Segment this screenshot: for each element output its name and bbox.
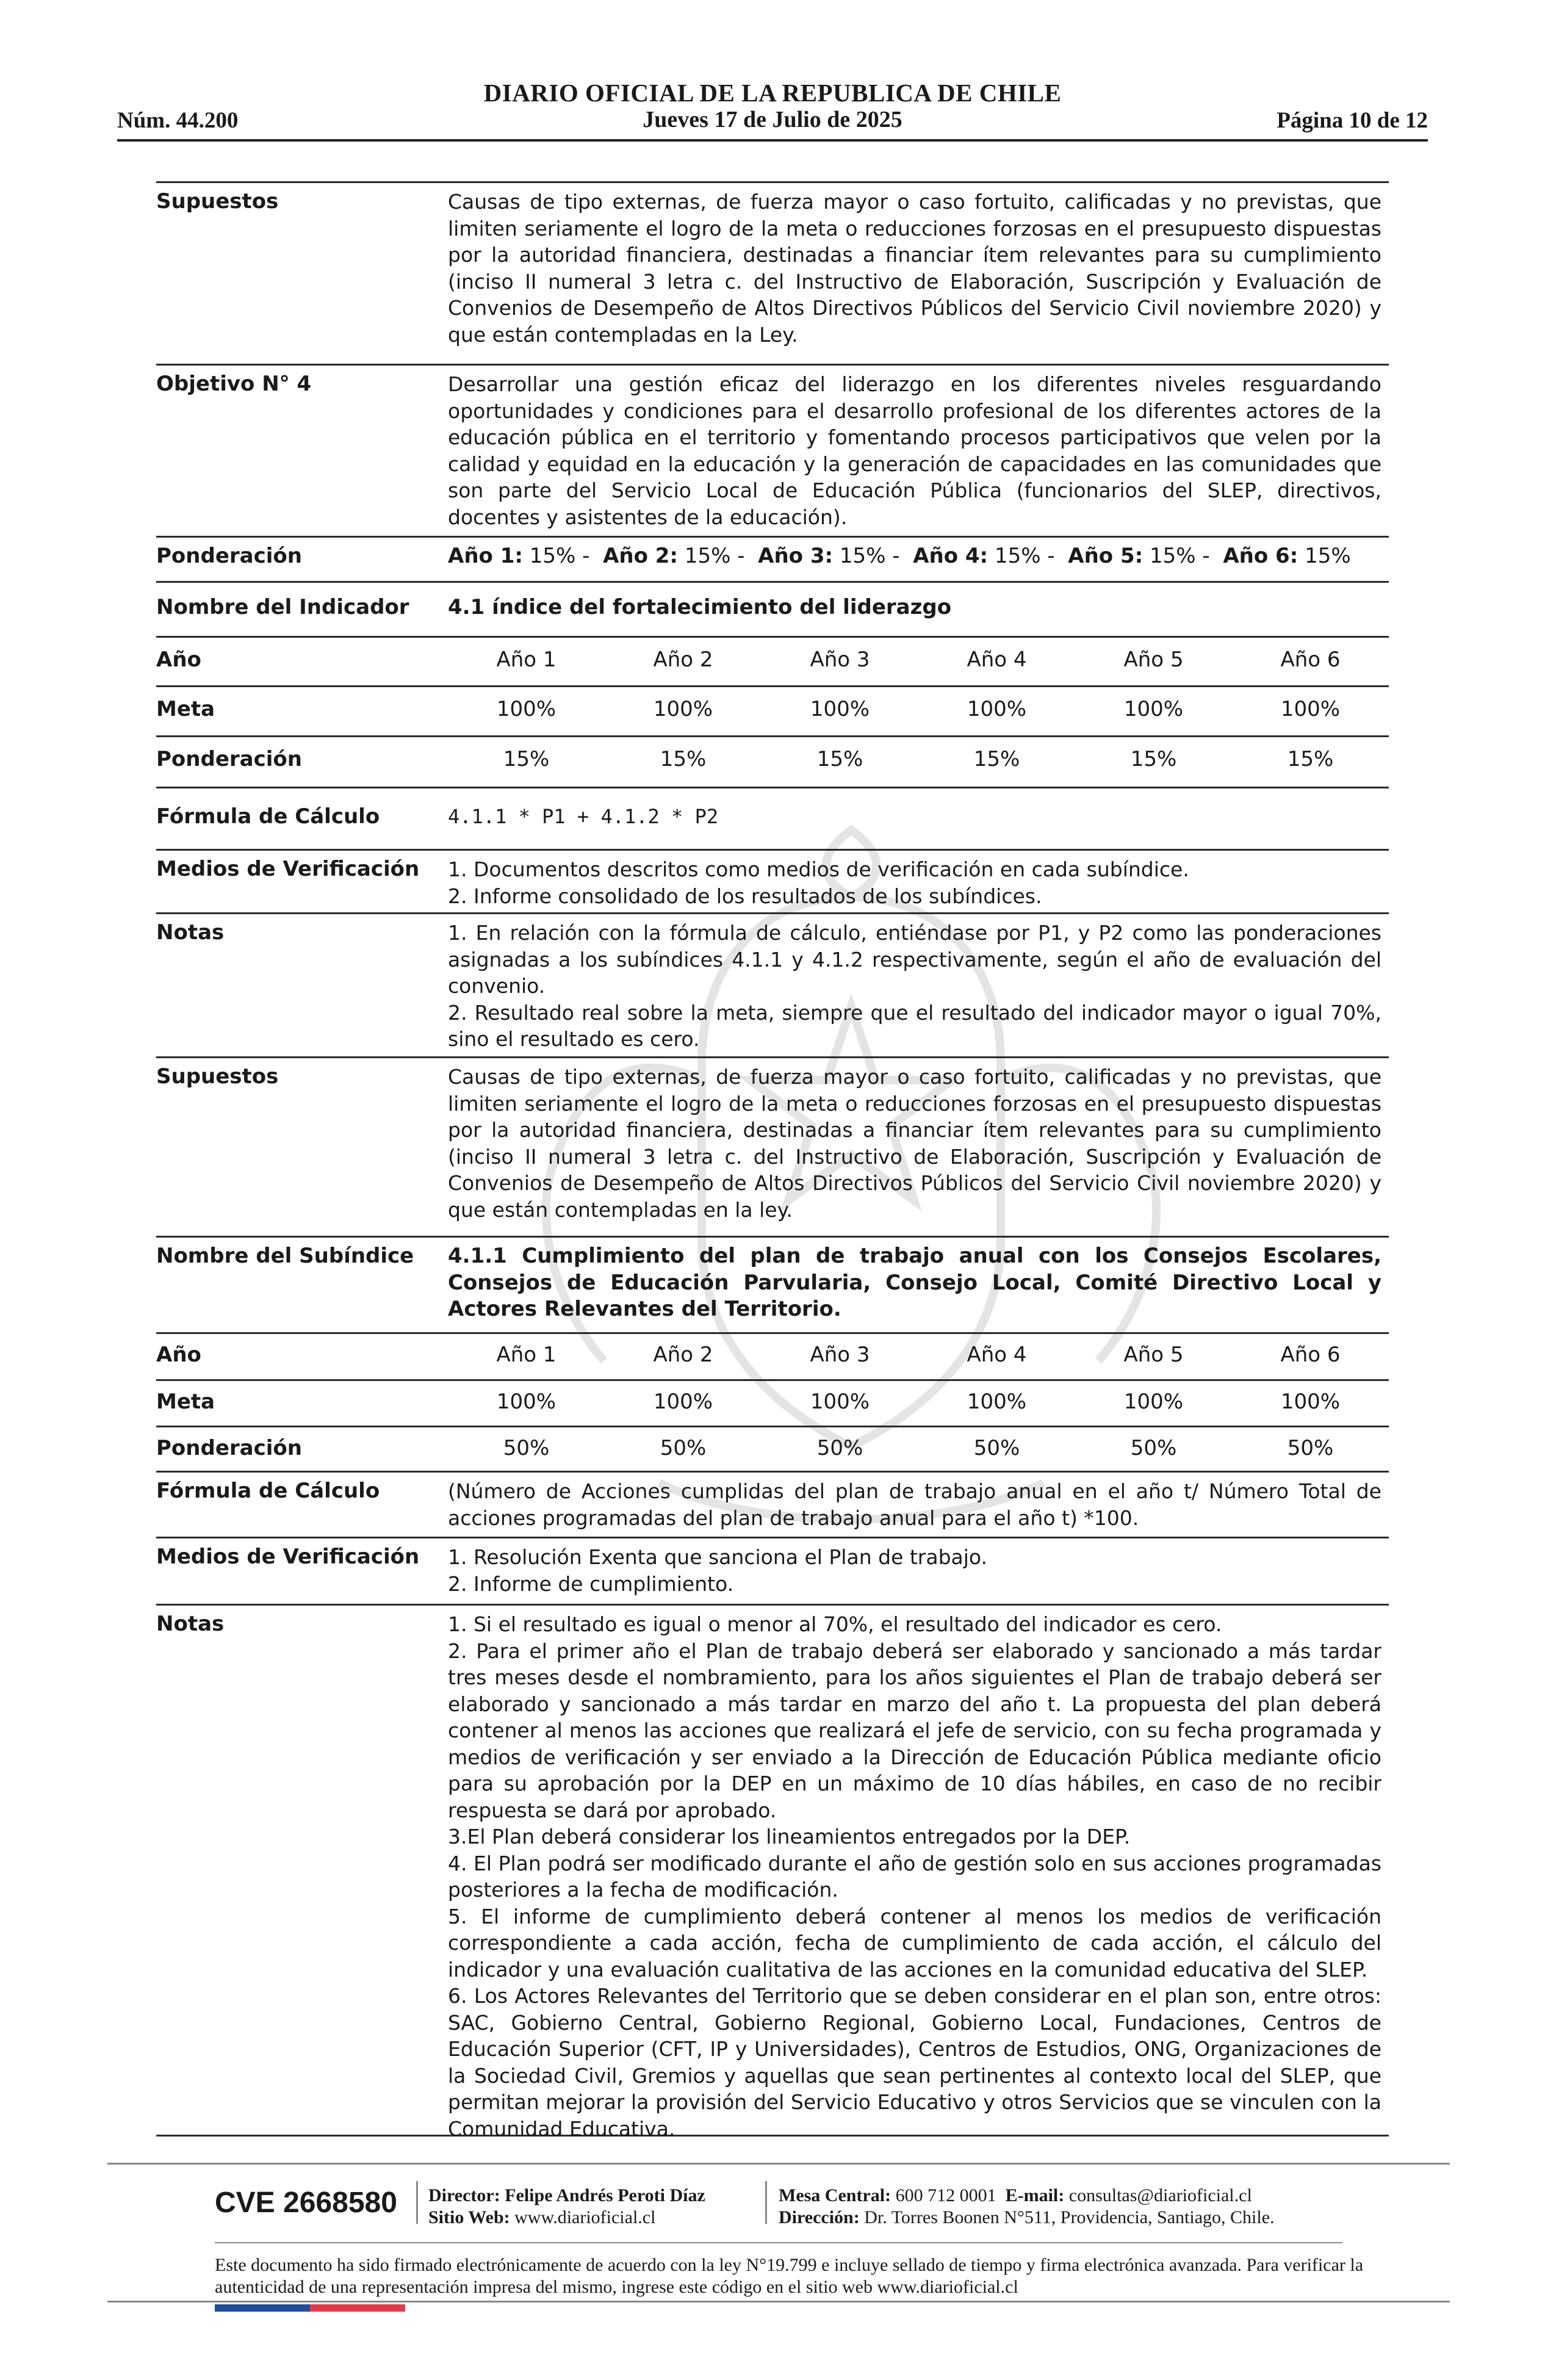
pond-sep: - — [730, 544, 752, 568]
pond-cell: 15% — [816, 747, 863, 771]
indicador-formula: 4.1.1 * P1 + 4.1.2 * P2 — [448, 805, 719, 828]
pond-cell: 15% — [1130, 747, 1177, 771]
year-cell: Año 4 — [967, 647, 1027, 672]
indicador-meta-row — [156, 687, 1389, 737]
pond-value: 15% — [839, 544, 886, 568]
year-cell: Año 3 — [810, 647, 870, 672]
subindice-meta-row — [156, 1381, 1389, 1427]
pond-cell: 15% — [660, 747, 707, 771]
row-label: Notas — [156, 1612, 225, 1636]
pond-sep: - — [885, 544, 907, 568]
indicador-medios — [448, 851, 1389, 912]
year-cell: Año 1 — [496, 647, 556, 672]
pond-cells — [448, 1430, 1389, 1471]
indicador-name-row — [156, 583, 1389, 638]
pond-value: 15% — [1150, 544, 1196, 568]
objetivo-text: Desarrollar una gestión eficaz del liderazgo en los diferentes niveles resguardando oportunidades y condiciones para el desarrollo profesional de los diferentes actores de la educación pública en el territorio y fomentando procesos participativos que velen por la calidad y equidad en la educación y la generación de capacidades en las comunidades que son parte del Servicio Local de Educación Pública (funcionarios del SLEP, directivos, docentes y asistentes de la educación). — [448, 372, 1381, 529]
row-label: Ponderación — [156, 544, 302, 568]
email-label: E-mail: — [1005, 2185, 1065, 2205]
row-label: Meta — [156, 1390, 215, 1414]
year-cells — [448, 641, 1389, 685]
row-label: Supuestos — [156, 1064, 279, 1089]
pond-cell: 50% — [973, 1436, 1020, 1460]
director-name: Felipe Andrés Peroti Díaz — [505, 2185, 705, 2205]
flag-blue — [215, 2304, 310, 2312]
meta-cell: 100% — [653, 1390, 713, 1414]
document-body — [156, 181, 1389, 2141]
indicador-medios-row — [156, 851, 1389, 914]
pond-value: 15% — [1305, 544, 1351, 568]
subindice-pond-row — [156, 1427, 1389, 1473]
subindice-medios — [448, 1538, 1389, 1604]
ponderacion-values — [448, 538, 1389, 581]
row-label: Medios de Verificación — [156, 857, 420, 881]
supuestos-text: Causas de tipo externas, de fuerza mayor o caso fortuito, calificadas y no previstas, que limiten seriamente el logro de la meta o reducciones forzosas en el presupuesto dispuestas por la autoridad financiera, destinadas a financiar ítem relevantes para su cumplimiento (inciso II numeral 3 letra c. del Instructivo de Elaboración, Suscripción y Evaluación de Convenios de Desempeño de Altos Directivos Públicos del Servicio Civil noviembre 2020) y que están contempladas en la Ley. — [448, 190, 1381, 347]
indicador-pond-row — [156, 737, 1389, 788]
row-label: Nombre del Indicador — [156, 595, 409, 619]
meta-cell: 100% — [967, 697, 1027, 721]
subindice-name: 4.1.1 Cumplimiento del plan de trabajo anual con los Consejos Escolares, Consejos de Educación Parvularia, Consejo Local, Comité Directivo Local y Actores Relevantes del Territorio. — [448, 1244, 1381, 1321]
subindice-medios-row — [156, 1538, 1389, 1606]
direccion-text: Dr. Torres Boonen N°511, Providencia, Santiago, Chile. — [864, 2207, 1275, 2227]
flag-red — [310, 2304, 405, 2312]
medios-line: 2. Informe consolidado de los resultados de los subíndices. — [448, 884, 1042, 908]
issue-number: Núm. 44.200 — [117, 108, 239, 133]
row-label: Fórmula de Cálculo — [156, 804, 380, 829]
nota-line: 1. En relación con la fórmula de cálculo, entiéndase por P1, y P2 como las ponderaciones asignadas a los subíndices 4.1.1 y 4.1.2 respectivamente, según el año de evaluación del convenio. — [448, 921, 1381, 998]
indicador-notas — [448, 914, 1389, 1056]
pond-cell: 15% — [973, 747, 1020, 771]
meta-cell: 100% — [810, 697, 870, 721]
page-number: Página 10 de 12 — [1277, 108, 1428, 133]
pond-year: Año 2: — [603, 544, 679, 568]
pond-cell: 15% — [503, 747, 550, 771]
year-cell: Año 6 — [1280, 1343, 1341, 1367]
nota-line: 2. Para el primer año el Plan de trabajo deberá ser elaborado y sancionado a más tardar tres meses desde el nombramiento, para los años siguientes el Plan de trabajo deberá ser elaborado y sancionado a más tardar en marzo del año t. La propuesta del plan deberá contener al menos las acciones que realizará el jefe de servicio, con su fecha programada y medios de verificación y ser enviado a la Dirección de Educación Pública mediante oficio para su aprobación por la DEP en un máximo de 10 días hábiles, en caso de no recibir respuesta se dará por aprobado. — [448, 1639, 1381, 1822]
footer-director-col — [428, 2185, 705, 2229]
footer-bottom-rule — [107, 2301, 1450, 2302]
pond-cell: 50% — [816, 1436, 863, 1460]
pond-value: 15% — [529, 544, 576, 568]
flag-stripe — [215, 2304, 405, 2312]
pond-cell: 50% — [1287, 1436, 1334, 1460]
nota-line: 1. Si el resultado es igual o menor al 70%, el resultado del indicador es cero. — [448, 1612, 1222, 1636]
subindice-notas — [448, 1606, 1389, 2141]
footer-mid-rule — [215, 2242, 1342, 2243]
year-cells — [448, 1336, 1389, 1379]
row-label: Fórmula de Cálculo — [156, 1479, 380, 1503]
header-rule — [117, 139, 1428, 142]
meta-cells — [448, 691, 1389, 735]
pond-sep: - — [1040, 544, 1062, 568]
year-cell: Año 4 — [967, 1343, 1027, 1367]
newspaper-title: DIARIO OFICIAL DE LA REPUBLICA DE CHILE — [483, 79, 1062, 107]
legal-notice: Este documento ha sido firmado electrónicamente de acuerdo con la ley N°19.799 e incluye sellado de tiempo y firma electrónica avanzada. Para verificar la autenticidad de una representación impresa del mismo, ingrese este código en el sitio web www.diarioficial.cl — [215, 2255, 1364, 2297]
footer-separator — [416, 2181, 418, 2224]
objetivo-row — [156, 366, 1389, 538]
mesa-phone: 600 712 0001 — [895, 2185, 996, 2205]
pond-year: Año 6: — [1223, 544, 1298, 568]
row-label: Medios de Verificación — [156, 1545, 420, 1569]
page-footer — [107, 2163, 1450, 2321]
issue-date: Jueves 17 de Julio de 2025 — [643, 107, 902, 132]
email-link[interactable]: consultas@diarioficial.cl — [1068, 2185, 1252, 2205]
meta-cell: 100% — [496, 1390, 556, 1414]
subindice-name-row — [156, 1238, 1389, 1334]
subindice-formula-row — [156, 1473, 1389, 1538]
nota-line: 4. El Plan podrá ser modificado durante el año de gestión solo en sus acciones programadas posteriores a la fecha de modificación. — [448, 1851, 1381, 1902]
nota-line: 2. Resultado real sobre la meta, siempre que el resultado del indicador mayor o igual 70%, sino el resultado es cero. — [448, 1000, 1381, 1051]
web-label: Sitio Web: — [428, 2207, 510, 2227]
direccion-label: Dirección: — [779, 2207, 860, 2227]
pond-year: Año 4: — [913, 544, 989, 568]
pond-year: Año 3: — [758, 544, 834, 568]
meta-cell: 100% — [1123, 697, 1184, 721]
year-cell: Año 2 — [653, 1343, 713, 1367]
meta-cell: 100% — [1280, 697, 1341, 721]
footer-top-rule — [107, 2163, 1450, 2165]
indicador-supuestos-row — [156, 1058, 1389, 1238]
year-cell: Año 5 — [1123, 1343, 1184, 1367]
year-cell: Año 2 — [653, 647, 713, 672]
year-cell: Año 5 — [1123, 647, 1184, 672]
row-label: Objetivo N° 4 — [156, 372, 312, 396]
indicador-notas-row — [156, 914, 1389, 1058]
cve-code: CVE 2668580 — [215, 2187, 397, 2219]
row-label: Año — [156, 1343, 201, 1367]
nota-line: 6. Los Actores Relevantes del Territorio que se deben considerar en el plan son, entre otros: SAC, Gobierno Central, Gobierno Regional, Gobierno Local, Fundaciones, Centros de Educación Superior (CFT, IP y Universidades), Centros de Estudios, ONG, Organizaciones de la Sociedad Civil, Gremios y aquellas que sean pertinentes al contexto local del SLEP, que permitan mejorar la provisión del Servicio Educativo y otros Servicios que se vinculen con la Comunidad Educativa. — [448, 1984, 1381, 2141]
indicador-supuestos: Causas de tipo externas, de fuerza mayor o caso fortuito, calificadas y no previstas, que limiten seriamente el logro de la meta o reducciones forzosas en el presupuesto dispuestas por la autoridad financiera, destinadas a financiar ítem relevantes para su cumplimiento (inciso II numeral 3 letra c. del Instructivo de Elaboración, Suscripción y Evaluación de Convenios de Desempeño de Altos Directivos Públicos del Servicio Civil noviembre 2020) y que están contempladas en la ley. — [448, 1065, 1381, 1222]
indicador-name: 4.1 índice del fortalecimiento del liderazgo — [448, 595, 952, 619]
indicador-formula-row — [156, 788, 1389, 851]
meta-cell: 100% — [1280, 1390, 1341, 1414]
meta-cell: 100% — [1123, 1390, 1184, 1414]
pond-cells — [448, 741, 1389, 787]
pond-cell: 50% — [503, 1436, 550, 1460]
row-label: Meta — [156, 697, 215, 721]
meta-cells — [448, 1383, 1389, 1426]
medios-line: 1. Resolución Exenta que sanciona el Plan de trabajo. — [448, 1545, 988, 1569]
mesa-label: Mesa Central: — [779, 2185, 891, 2205]
footer-separator — [765, 2181, 767, 2224]
pond-value: 15% — [684, 544, 731, 568]
pond-cell: 15% — [1287, 747, 1334, 771]
supuestos-row — [156, 181, 1389, 366]
pond-sep: - — [575, 544, 597, 568]
indicador-year-row — [156, 638, 1389, 687]
pond-cell: 50% — [1130, 1436, 1177, 1460]
row-label: Ponderación — [156, 1436, 302, 1460]
masthead — [117, 76, 1428, 144]
pond-sep: - — [1195, 544, 1217, 568]
ponderacion-row — [156, 538, 1389, 583]
pond-year: Año 1: — [448, 544, 523, 568]
meta-cell: 100% — [496, 697, 556, 721]
year-cell: Año 1 — [496, 1343, 556, 1367]
row-label: Ponderación — [156, 747, 302, 771]
pond-cell: 50% — [660, 1436, 707, 1460]
nota-line: 3.El Plan deberá considerar los lineamientos entregados por la DEP. — [448, 1825, 1131, 1848]
meta-cell: 100% — [810, 1390, 870, 1414]
footer-contact-col — [779, 2185, 1275, 2229]
row-label: Nombre del Subíndice — [156, 1244, 414, 1268]
row-label: Notas — [156, 920, 225, 945]
pond-year: Año 5: — [1068, 544, 1144, 568]
nota-line: 5. El informe de cumplimiento deberá contener al menos los medios de verificación correspondiente a cada acción, fecha de cumplimiento de cada acción, el cálculo del indicador y una evaluación cualitativa de las acciones en la comunidad educativa del SLEP. — [448, 1904, 1381, 1982]
pond-value: 15% — [994, 544, 1041, 568]
subindice-formula: (Número de Acciones cumplidas del plan de trabajo anual en el año t/ Número Total de acciones programadas del plan de trabajo anual para el año t) *100. — [448, 1479, 1381, 1530]
subindice-notas-row — [156, 1606, 1389, 2141]
medios-line: 1. Documentos descritos como medios de verificación en cada subíndice. — [448, 857, 1189, 881]
director-label: Director: — [428, 2185, 500, 2205]
row-label: Supuestos — [156, 189, 279, 214]
meta-cell: 100% — [967, 1390, 1027, 1414]
year-cell: Año 6 — [1280, 647, 1341, 672]
year-cell: Año 3 — [810, 1343, 870, 1367]
web-link[interactable]: www.diarioficial.cl — [514, 2207, 656, 2227]
medios-line: 2. Informe de cumplimiento. — [448, 1571, 734, 1596]
row-label: Año — [156, 647, 201, 672]
subindice-year-row — [156, 1334, 1389, 1381]
meta-cell: 100% — [653, 697, 713, 721]
